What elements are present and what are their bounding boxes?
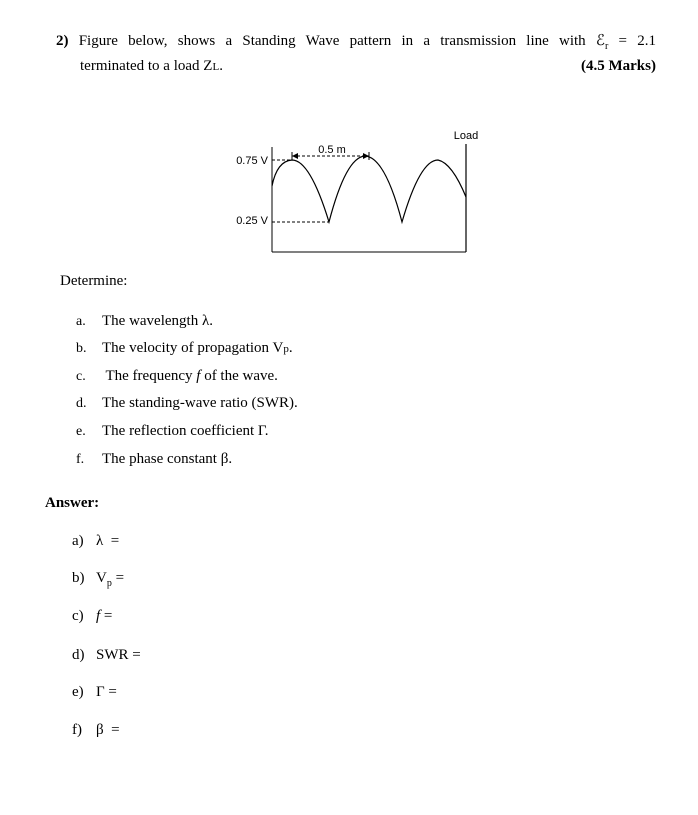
standing-wave-figure xyxy=(0,0,698,300)
item-text: The reflection coefficient Γ. xyxy=(102,423,269,439)
distance-arrow-left-head xyxy=(292,153,298,159)
answer-label: e) xyxy=(72,684,84,700)
answer-c xyxy=(72,608,112,625)
answer-after: = xyxy=(111,570,125,586)
item-after: of the wave. xyxy=(200,368,278,384)
item-text: The wavelength λ. xyxy=(102,313,213,329)
answer-text: V xyxy=(96,570,107,586)
load-label: Load xyxy=(453,130,479,142)
determine-item-a xyxy=(76,313,213,330)
item-label: f. xyxy=(76,452,85,467)
item-label: a. xyxy=(76,314,86,329)
answer-text: λ = xyxy=(96,533,120,549)
answer-label: c) xyxy=(72,608,84,624)
answer-subscript: p xyxy=(106,578,112,589)
item-text: The standing-wave ratio (SWR). xyxy=(102,395,298,411)
answer-text: β = xyxy=(96,722,120,738)
vmin-label: 0.25 V xyxy=(236,215,268,227)
item-subscript: p xyxy=(283,343,289,355)
answer-a xyxy=(72,533,119,550)
answer-text: SWR = xyxy=(96,647,141,663)
question-text-2b: . xyxy=(219,58,223,74)
determine-heading: Determine: xyxy=(60,273,128,289)
answer-b xyxy=(72,570,124,589)
standing-wave-curve xyxy=(272,156,466,222)
distance-label: 0.5 m xyxy=(318,144,346,156)
answer-after: = xyxy=(100,608,113,624)
question-text-2a: terminated to a load Z xyxy=(80,58,213,74)
epsilon-symbol: ℰ xyxy=(595,33,605,49)
vmax-label: 0.75 V xyxy=(236,155,268,167)
answer-label: f) xyxy=(72,722,82,738)
answer-f xyxy=(72,722,120,739)
item-italic: f xyxy=(196,368,201,384)
determine-item-c xyxy=(76,368,278,385)
answer-label: a) xyxy=(72,533,84,549)
question-text-1a: Figure below, shows a Standing Wave pattern in a transmission line with xyxy=(78,33,596,49)
item-label: b. xyxy=(76,341,87,356)
item-after: . xyxy=(288,340,293,356)
answer-label: b) xyxy=(72,570,85,586)
item-label: d. xyxy=(76,396,87,411)
distance-arrow-right-head xyxy=(363,153,369,159)
item-text: The frequency xyxy=(102,368,197,384)
epsilon-subscript: r xyxy=(605,41,609,52)
determine-item-f xyxy=(76,451,232,468)
answer-d xyxy=(72,647,141,664)
answer-label: d) xyxy=(72,647,85,663)
question-number: 2) xyxy=(56,33,69,49)
item-label: c. xyxy=(76,369,86,384)
determine-item-e xyxy=(76,423,269,440)
answer-italic: f xyxy=(96,608,101,624)
load-subscript: L xyxy=(212,61,220,73)
determine-item-d xyxy=(76,395,298,412)
item-text: The velocity of propagation V xyxy=(102,340,284,356)
determine-item-b xyxy=(76,340,293,357)
item-label: e. xyxy=(76,424,86,439)
answer-e xyxy=(72,684,117,701)
answer-heading: Answer: xyxy=(45,495,100,511)
item-text: The phase constant β. xyxy=(102,451,233,467)
answer-text: Γ = xyxy=(96,684,117,700)
question-text-1b: = 2.1 xyxy=(608,33,656,49)
marks-label: (4.5 Marks) xyxy=(581,58,656,74)
